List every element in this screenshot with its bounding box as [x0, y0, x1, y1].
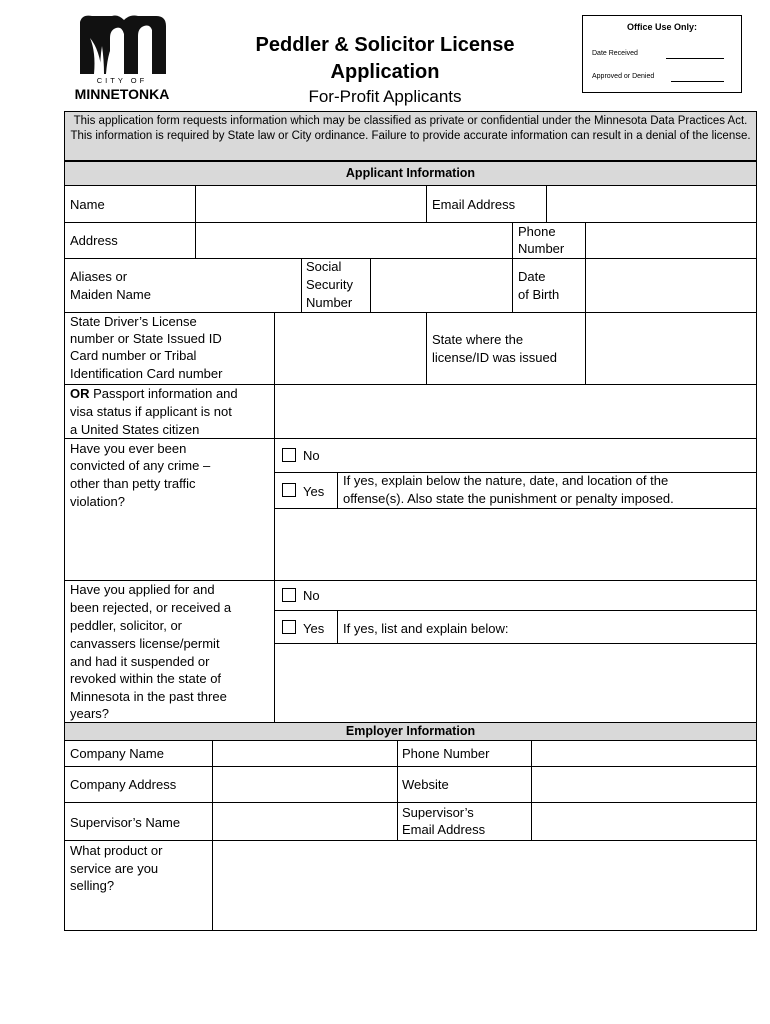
crime-question-line3: other than petty traffic: [70, 476, 196, 491]
form-title-line1: Peddler & Solicitor License: [255, 34, 515, 56]
approved-denied-field[interactable]: [671, 81, 724, 82]
product-label-line3: selling?: [70, 878, 115, 893]
crime-explain-line2: offense(s). Also state the punishment or penalty imposed.: [343, 491, 674, 506]
crime-question-line1: Have you ever been: [70, 441, 187, 456]
employer-phone-label: Phone Number: [402, 746, 490, 761]
rejected-question-line2: been rejected, or received a: [70, 600, 232, 615]
rejected-question-line6: revoked within the state of: [70, 671, 222, 686]
supervisor-email-field[interactable]: [532, 803, 756, 840]
rejected-question-line3: peddler, solicitor, or: [70, 618, 183, 633]
company-address-label: Company Address: [70, 777, 177, 792]
dl-number-field[interactable]: [275, 313, 426, 384]
minnetonka-logo-icon: [72, 12, 172, 76]
company-address-field[interactable]: [213, 767, 397, 802]
product-service-field[interactable]: [213, 841, 756, 930]
state-issued-label-line2: license/ID was issued: [432, 350, 557, 365]
phone-label-line2: Number: [518, 241, 565, 256]
rejected-question-line7: Minnesota in the past three: [70, 689, 227, 704]
crime-yes-checkbox[interactable]: [282, 483, 296, 497]
aliases-field[interactable]: [196, 259, 301, 312]
date-received-field[interactable]: [666, 58, 724, 59]
website-field[interactable]: [532, 767, 756, 802]
logo-city-text: CITY OF: [96, 76, 148, 85]
aliases-label-line2: Maiden Name: [70, 287, 151, 302]
crime-question-line2: convicted of any crime –: [70, 458, 211, 473]
employer-section-heading: Employer Information: [64, 722, 757, 740]
ssn-label-line3: Number: [306, 295, 353, 310]
aliases-label-line1: Aliases or: [70, 269, 128, 284]
dob-field[interactable]: [586, 259, 756, 312]
rejected-yes-checkbox[interactable]: [282, 620, 296, 634]
phone-label-line1: Phone: [518, 224, 556, 239]
passport-label-text: Passport information and: [89, 386, 238, 401]
dl-label-line3: Card number or Tribal: [70, 348, 197, 363]
logo-name-text: MINNETONKA: [74, 86, 170, 102]
supervisor-email-label-line1: Supervisor’s: [402, 805, 474, 820]
product-label-line1: What product or: [70, 843, 163, 858]
approved-denied-label: Approved or Denied: [592, 73, 655, 80]
state-issued-label-line1: State where the: [432, 332, 524, 347]
company-name-label: Company Name: [70, 746, 164, 761]
state-issued-field[interactable]: [586, 313, 756, 384]
address-field[interactable]: [196, 223, 512, 258]
form-title-line2: Application: [330, 61, 440, 83]
dob-label-line1: Date: [518, 269, 546, 284]
privacy-notice: This application form requests information which may be classified as private or confidential under the Minnesota Data Practices Act. This information is required by State law or City ordinance. Failure to provide accurate information can result in a denial of the license.: [64, 111, 757, 161]
rejected-no-label: No: [303, 588, 320, 603]
address-label: Address: [70, 233, 118, 248]
crime-question-line4: violation?: [70, 494, 125, 509]
date-received-label: Date Received: [592, 50, 638, 57]
form-subtitle: For-Profit Applicants: [308, 87, 462, 106]
rejected-explanation-field[interactable]: [275, 644, 756, 722]
rejected-question-line1: Have you applied for and: [70, 582, 215, 597]
supervisor-email-label-line2: Email Address: [402, 822, 486, 837]
supervisor-name-field[interactable]: [213, 803, 397, 840]
rejected-yes-label: Yes: [303, 621, 325, 636]
crime-explain-line1: If yes, explain below the nature, date, and location of the: [343, 473, 669, 488]
passport-or: OR: [70, 386, 90, 401]
crime-no-checkbox[interactable]: [282, 448, 296, 462]
product-label-line2: service are you: [70, 861, 159, 876]
rejected-question-line8: years?: [70, 706, 110, 721]
crime-explanation-field[interactable]: [275, 509, 756, 580]
ssn-label-line1: Social: [306, 259, 342, 274]
applicant-section-heading: Applicant Information: [64, 161, 757, 185]
email-label: Email Address: [432, 197, 516, 212]
ssn-label-line2: Security: [306, 277, 353, 292]
office-use-title: Office Use Only:: [626, 22, 698, 32]
email-field[interactable]: [547, 186, 756, 222]
passport-label-line1: [70, 386, 238, 401]
dob-label-line2: of Birth: [518, 287, 560, 302]
crime-yes-label: Yes: [303, 484, 325, 499]
website-label: Website: [402, 777, 449, 792]
passport-label-line2: visa status if applicant is not: [70, 404, 232, 419]
name-field[interactable]: [196, 186, 426, 222]
office-use-box: [582, 15, 742, 93]
rejected-explain-label: If yes, list and explain below:: [343, 621, 509, 636]
passport-field[interactable]: [275, 385, 756, 438]
company-name-field[interactable]: [213, 741, 397, 766]
rejected-no-checkbox[interactable]: [282, 588, 296, 602]
name-label: Name: [70, 197, 105, 212]
ssn-field[interactable]: [371, 259, 512, 312]
dl-label-line4: Identification Card number: [70, 366, 223, 381]
phone-field[interactable]: [586, 223, 756, 258]
rejected-question-line4: canvassers license/permit: [70, 636, 220, 651]
dl-label-line2: number or State Issued ID: [70, 331, 222, 346]
dl-label-line1: State Driver’s License: [70, 314, 197, 329]
employer-phone-field[interactable]: [532, 741, 756, 766]
crime-no-label: No: [303, 448, 320, 463]
supervisor-name-label: Supervisor’s Name: [70, 815, 181, 830]
city-logo: [72, 12, 172, 107]
rejected-question-line5: and had it suspended or: [70, 654, 210, 669]
passport-label-line3: a United States citizen: [70, 422, 200, 437]
